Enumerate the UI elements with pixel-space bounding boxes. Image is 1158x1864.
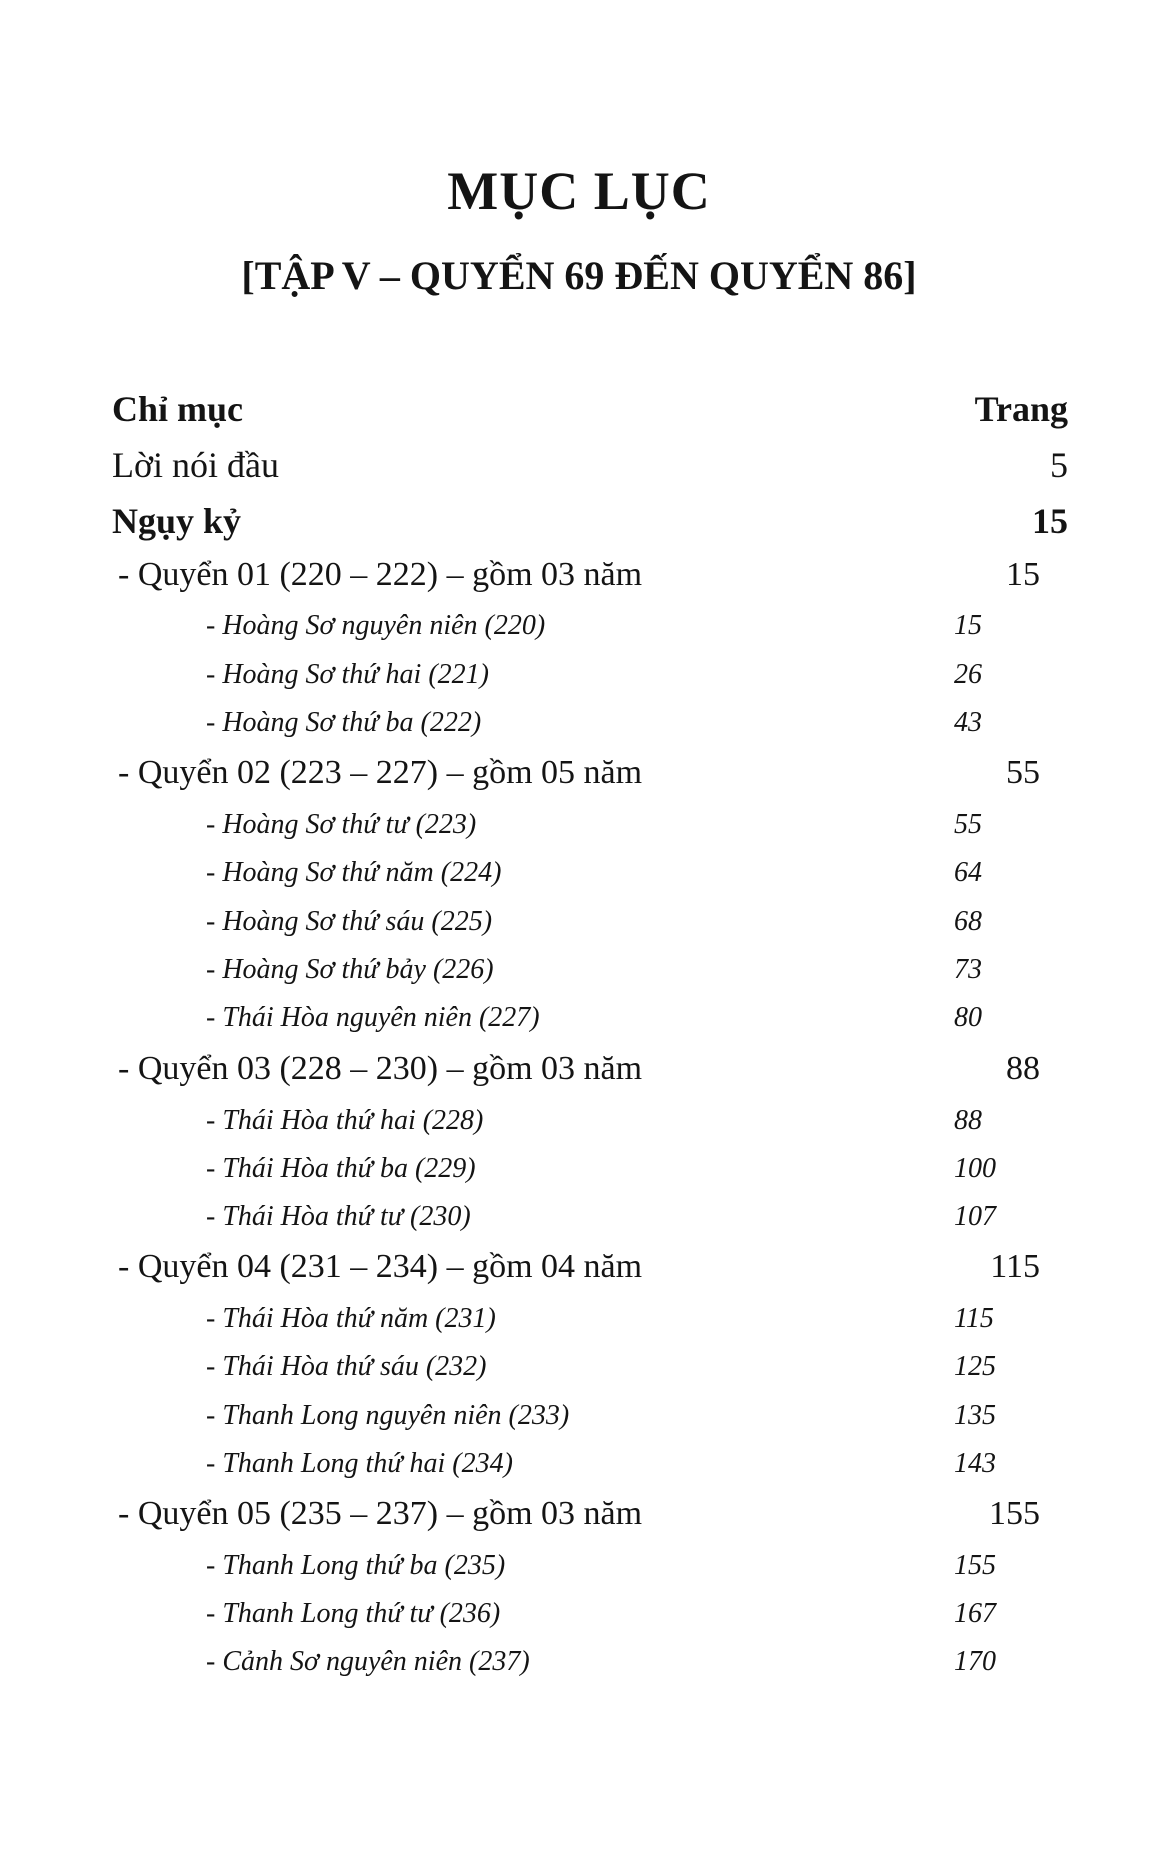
toc-entry[interactable] [0, 1153, 1158, 1203]
toc-volume-02[interactable] [0, 754, 1158, 804]
page-title: MỤC LỤC [447, 161, 711, 221]
toc-entry-label: - Hoàng Sơ thứ năm (224) [206, 857, 502, 888]
toc-entry-label: - Hoàng Sơ thứ hai (221) [206, 659, 489, 690]
toc-volume-page: 55 [1006, 754, 1040, 791]
toc-entry[interactable] [0, 954, 1158, 1004]
toc-entry-page: 26 [954, 659, 982, 690]
toc-entry-page: 68 [954, 906, 982, 937]
toc-entry[interactable] [0, 707, 1158, 757]
toc-entry-label: - Thanh Long thứ ba (235) [206, 1550, 506, 1581]
page-subtitle: [TẬP V – QUYỂN 69 ĐẾN QUYỂN 86] [241, 253, 917, 298]
toc-entry-label: - Hoàng Sơ nguyên niên (220) [206, 610, 546, 641]
toc-entry-label: - Hoàng Sơ thứ tư (223) [206, 809, 477, 840]
toc-entry-label: - Thái Hòa thứ tư (230) [206, 1201, 471, 1232]
toc-entry-page: 55 [954, 809, 982, 840]
toc-volume-04[interactable] [0, 1248, 1158, 1298]
toc-entry[interactable] [0, 1201, 1158, 1251]
toc-entry-label: Lời nói đầu [112, 445, 280, 485]
toc-entry-label: - Thanh Long thứ hai (234) [206, 1448, 513, 1479]
toc-volume-05[interactable] [0, 1495, 1158, 1545]
toc-section-page: 15 [1032, 501, 1068, 541]
toc-entry-page: 88 [954, 1105, 982, 1136]
toc-entry-label: - Thái Hòa nguyên niên (227) [206, 1002, 540, 1033]
toc-volume-label: - Quyển 04 (231 – 234) – gồm 04 năm [118, 1248, 643, 1285]
toc-volume-page: 15 [1006, 556, 1040, 593]
toc-entry-label: - Hoàng Sơ thứ ba (222) [206, 707, 482, 738]
toc-entry[interactable] [0, 1105, 1158, 1155]
toc-entry[interactable] [0, 1351, 1158, 1401]
toc-entry-label: - Thái Hòa thứ ba (229) [206, 1153, 476, 1184]
toc-entry[interactable] [0, 1448, 1158, 1498]
toc-volume-03[interactable] [0, 1050, 1158, 1100]
toc-entry-page: 43 [954, 707, 982, 738]
toc-entry[interactable] [0, 857, 1158, 907]
toc-entry-page: 73 [954, 954, 982, 985]
toc-entry[interactable] [0, 1400, 1158, 1450]
toc-volume-page: 155 [989, 1495, 1040, 1532]
toc-entry-page: 125 [954, 1351, 996, 1382]
toc-entry[interactable] [0, 809, 1158, 859]
toc-entry-page: 64 [954, 857, 982, 888]
toc-volume-page: 115 [990, 1248, 1040, 1285]
toc-entry-label: - Thái Hòa thứ năm (231) [206, 1303, 496, 1334]
toc-entry-label: - Hoàng Sơ thứ sáu (225) [206, 906, 493, 937]
toc-entry-label: - Thanh Long thứ tư (236) [206, 1598, 501, 1629]
toc-entry-page: 80 [954, 1002, 982, 1033]
toc-entry[interactable] [0, 1646, 1158, 1696]
toc-volume-label: - Quyển 02 (223 – 227) – gồm 05 năm [118, 754, 643, 791]
toc-entry[interactable] [0, 1598, 1158, 1648]
toc-entry-page: 5 [1050, 445, 1068, 485]
toc-header-index-label: Chỉ mục [112, 389, 244, 429]
toc-entry-intro[interactable] [0, 444, 1158, 494]
toc-entry[interactable] [0, 906, 1158, 956]
toc-entry-page: 107 [954, 1201, 996, 1232]
toc-entry-label: - Thái Hòa thứ hai (228) [206, 1105, 484, 1136]
toc-header-page-label: Trang [974, 389, 1068, 429]
toc-entry-label: - Thái Hòa thứ sáu (232) [206, 1351, 487, 1382]
toc-entry-label: - Thanh Long nguyên niên (233) [206, 1400, 570, 1431]
toc-header-row [0, 388, 1158, 438]
toc-entry-page: 170 [954, 1646, 996, 1677]
toc-volume-01[interactable] [0, 556, 1158, 606]
toc-volume-label: - Quyển 05 (235 – 237) – gồm 03 năm [118, 1495, 643, 1532]
toc-entry[interactable] [0, 1002, 1158, 1052]
toc-entry-page: 155 [954, 1550, 996, 1581]
toc-entry-page: 167 [954, 1598, 996, 1629]
toc-entry-page: 143 [954, 1448, 996, 1479]
toc-section-nguy-ky[interactable] [0, 500, 1158, 550]
toc-volume-page: 88 [1006, 1050, 1040, 1087]
toc-entry[interactable] [0, 1303, 1158, 1353]
toc-entry[interactable] [0, 659, 1158, 709]
toc-entry-page: 115 [954, 1303, 994, 1334]
toc-entry-label: - Hoàng Sơ thứ bảy (226) [206, 954, 494, 985]
toc-section-label: Ngụy kỷ [112, 501, 242, 541]
toc-entry[interactable] [0, 610, 1158, 660]
toc-entry-page: 15 [954, 610, 982, 641]
toc-volume-label: - Quyển 03 (228 – 230) – gồm 03 năm [118, 1050, 643, 1087]
toc-volume-label: - Quyển 01 (220 – 222) – gồm 03 năm [118, 556, 643, 593]
toc-entry-label: - Cảnh Sơ nguyên niên (237) [206, 1646, 530, 1677]
toc-entry[interactable] [0, 1550, 1158, 1600]
toc-entry-page: 100 [954, 1153, 996, 1184]
toc-entry-page: 135 [954, 1400, 996, 1431]
